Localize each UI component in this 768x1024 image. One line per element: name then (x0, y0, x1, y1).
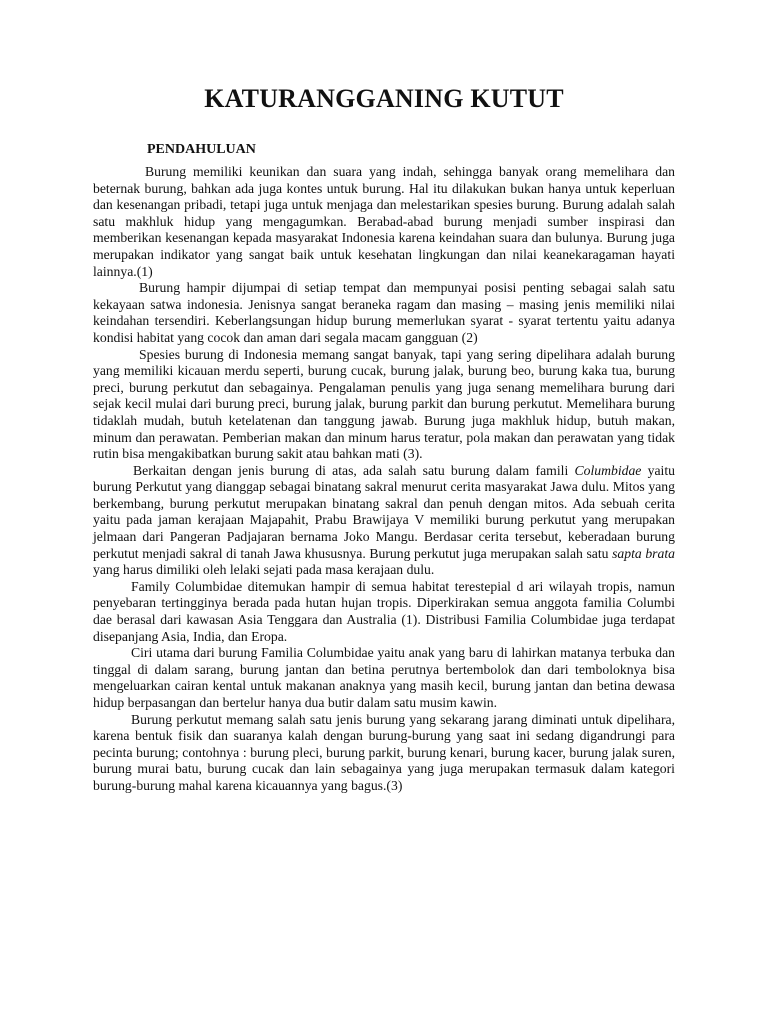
paragraph-7: Burung perkutut memang salah satu jenis burung yang sekarang jarang diminati untuk dipelihara, karena bentuk fisik dan suaranya kalah dengan burung-burung yang saat ini sedang digandrungi para pecinta burung; contohnya : burung pleci, burung parkit, burung kenari, burung kacer, burung jalak suren, burung murai batu, burung cucak dan lain sebagainya yang juga merupakan termasuk dalam kategori burung-burung mahal karena kicauannya yang bagus.(3) (93, 711, 675, 793)
paragraph-6: Ciri utama dari burung Familia Columbidae yaitu anak yang baru di lahirkan matanya terbuka dan tinggal di dalam sarang, burung jantan dan betina perutnya bertembolok dan dari temboloknya bisa mengeluarkan cairan kental untuk makanan anaknya yang masih kecil, burung jantan dan betina dewasa hidup berpasangan dan bertelur hanya dua butir dalam satu musim kawin. (93, 645, 675, 710)
paragraph-4-italic-sapta-brata: sapta brata (612, 545, 676, 561)
paragraph-4-text-c: yang harus dimiliki oleh lelaki sejati pada masa kerajaan dulu. (93, 562, 435, 578)
paragraph-4-text-a: Berkaitan dengan jenis burung di atas, ada salah satu burung dalam famili (133, 462, 575, 478)
paragraph-4 (93, 463, 675, 579)
document-title: KATURANGGANING KUTUT (204, 84, 564, 113)
paragraph-1: Burung memiliki keunikan dan suara yang indah, sehingga banyak orang memelihara dan beternak burung, bahkan ada juga kontes untuk burung. Hal itu dilakukan bukan hanya untuk keperluan dan kesenangan pribadi, tetapi juga untuk menjaga dan melestarikan spesies burung. Burung adalah salah satu makhluk hidup yang mengagumkan. Berabad-abad burung menjadi sumber inspirasi dan memberikan kesenangan kepada masyarakat Indonesia karena keindahan suara dan bulunya. Burung juga merupakan indikator yang sangat baik untuk kesehatan lingkungan dan nilai keanekaragaman hayati lainnya.(1) (93, 164, 675, 279)
paragraph-3: Spesies burung di Indonesia memang sangat banyak, tapi yang sering dipelihara adalah burung yang memiliki kicauan merdu seperti, burung cucak, burung jalak, burung beo, burung kaka tua, burung preci, burung perkutut dan sebagainya. Pengalaman penulis yang juga senang memelihara burung dari sejak kecil mulai dari burung preci, burung jalak, burung parkit dan burung perkutut. Memelihara burung tidaklah mudah, butuh ketelatenan dan tanggung jawab. Burung juga makhluk hidup, butuh makan, minum dan perawatan. Pemberian makan dan minum harus teratur, pola makan dan perawatan yang tidak rutin bisa mengakibatkan burung sakit atau bahkan mati (3). (93, 346, 675, 462)
section-heading: PENDAHULUAN (147, 142, 256, 157)
paragraph-2: Burung hampir dijumpai di setiap tempat dan mempunyai posisi penting sebagai salah satu kekayaan satwa indonesia. Jenisnya sangat beraneka ragam dan masing – masing jenis memiliki nilai keindahan tersendiri. Keberlangsungan hidup burung memerlukan syarat - syarat tertentu yaitu adanya kondisi habitat yang cocok dan aman dari segala macam gangguan (2) (93, 280, 675, 345)
paragraph-5: Family Columbidae ditemukan hampir di semua habitat terestерial d ari wilayah tropis, namun penyebaran tertingginya berada pada hutan hujan tropis. Diperkirakan semua anggota familia Columbi dae berasal dari kawasan Asia Tenggara dan Australia (1). Distribusi Familia Columbidae juga terdapat disepanjang Asia, India, dan Eropa. (93, 578, 675, 644)
document-body (93, 164, 675, 795)
paragraph-4-italic-columbidae: Columbidae (574, 462, 642, 478)
paragraph-4-text-b: yaitu burung Perkutut yang dianggap sebagai binatang sakral menurut cerita masyarakat Jawa dulu. Mitos yang berkembang, burung perkutut merupakan binatang sakral dan penuh dengan mitos. Ada sebuah cerita yaitu pada jaman kerajaan Majapahit, Prabu Brawijaya V memiliki burung perkutut yang merupakan jelmaan dari Pangeran Padjajaran bernama Joko Mangu. Berdasar cerita tersebut, keberadaan burung perkutut menjadi sakral di tanah Jawa khususnya. Burung perkutut juga merupakan salah satu (93, 462, 675, 561)
